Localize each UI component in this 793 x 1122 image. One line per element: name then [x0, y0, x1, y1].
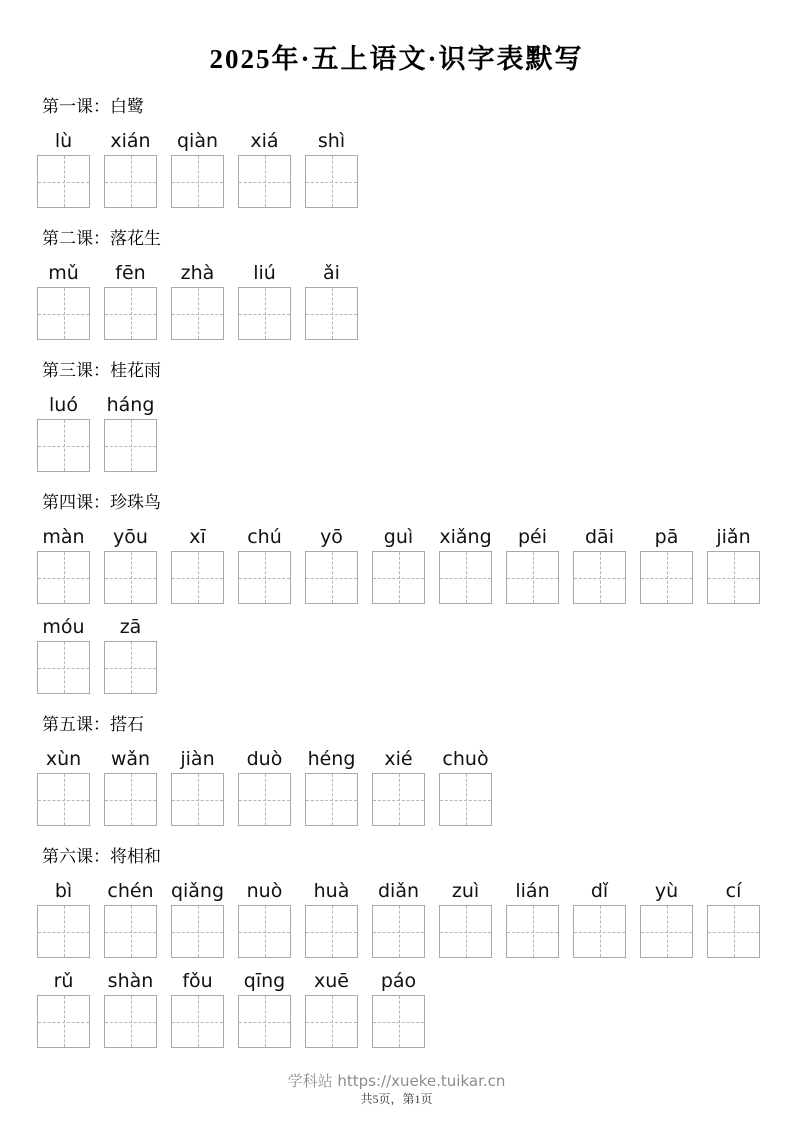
character-column: [573, 527, 626, 604]
box-horizontal-guide: [239, 182, 290, 183]
character-column: [439, 527, 492, 604]
character-column: [104, 881, 157, 958]
pinyin-label: wǎn: [110, 748, 151, 770]
character-column: [439, 749, 492, 826]
pinyin-label: mǔ: [48, 262, 79, 284]
character-column: [640, 881, 693, 958]
tianzige-writing-box: [707, 551, 760, 604]
character-column: [37, 395, 90, 472]
tianzige-writing-box: [104, 995, 157, 1048]
tianzige-writing-box: [104, 551, 157, 604]
tianzige-writing-box: [37, 773, 90, 826]
pinyin-label: diǎn: [377, 880, 420, 902]
character-column: [37, 971, 90, 1048]
tianzige-writing-box: [238, 995, 291, 1048]
pinyin-grid-row: [37, 971, 763, 1048]
box-horizontal-guide: [172, 578, 223, 579]
lesson-heading: 第四课：珍珠鸟: [42, 493, 161, 512]
character-column: [640, 527, 693, 604]
character-column: [238, 263, 291, 340]
tianzige-writing-box: [37, 155, 90, 208]
pinyin-label: pā: [654, 526, 679, 548]
lesson-section-3: [37, 361, 763, 472]
box-horizontal-guide: [172, 182, 223, 183]
box-horizontal-guide: [172, 800, 223, 801]
character-column: [104, 527, 157, 604]
tianzige-writing-box: [305, 551, 358, 604]
pinyin-label: shì: [317, 130, 346, 152]
character-column: [104, 395, 157, 472]
tianzige-writing-box: [573, 551, 626, 604]
box-horizontal-guide: [239, 1022, 290, 1023]
box-horizontal-guide: [105, 182, 156, 183]
box-horizontal-guide: [172, 314, 223, 315]
pinyin-label: chú: [247, 526, 282, 548]
tianzige-writing-box: [37, 905, 90, 958]
tianzige-writing-box: [238, 551, 291, 604]
box-horizontal-guide: [574, 932, 625, 933]
tianzige-writing-box: [104, 155, 157, 208]
lesson-section-2: [37, 229, 763, 340]
box-horizontal-guide: [105, 1022, 156, 1023]
tianzige-writing-box: [372, 905, 425, 958]
pinyin-label: xī: [189, 526, 206, 548]
box-horizontal-guide: [105, 932, 156, 933]
character-column: [171, 749, 224, 826]
character-column: [238, 881, 291, 958]
box-horizontal-guide: [306, 1022, 357, 1023]
pinyin-grid-row: [37, 395, 763, 472]
character-column: [305, 263, 358, 340]
character-column: [707, 881, 760, 958]
tianzige-writing-box: [439, 551, 492, 604]
tianzige-writing-box: [506, 905, 559, 958]
box-horizontal-guide: [373, 932, 424, 933]
pinyin-label: péi: [517, 526, 548, 548]
pinyin-label: shàn: [107, 970, 154, 992]
pinyin-grid-row: [37, 617, 763, 694]
page-title: 2025年·五上语文·识字表默写: [209, 44, 584, 74]
tianzige-writing-box: [573, 905, 626, 958]
character-column: [171, 527, 224, 604]
box-horizontal-guide: [641, 932, 692, 933]
character-column: [707, 527, 760, 604]
pinyin-label: chuò: [442, 748, 489, 770]
tianzige-writing-box: [37, 641, 90, 694]
pinyin-label: rǔ: [53, 970, 74, 992]
tianzige-writing-box: [171, 551, 224, 604]
box-horizontal-guide: [373, 800, 424, 801]
pinyin-label: chén: [107, 880, 154, 902]
pinyin-label: màn: [42, 526, 85, 548]
character-column: [238, 971, 291, 1048]
pinyin-label: yō: [320, 526, 343, 548]
box-horizontal-guide: [507, 932, 558, 933]
character-column: [37, 263, 90, 340]
character-column: [37, 131, 90, 208]
tianzige-writing-box: [37, 287, 90, 340]
lesson-heading: 第六课：将相和: [42, 847, 161, 866]
box-horizontal-guide: [38, 932, 89, 933]
site-credit: [0, 1072, 793, 1090]
tianzige-writing-box: [171, 773, 224, 826]
pinyin-label: xiá: [250, 130, 279, 152]
tianzige-writing-box: [171, 905, 224, 958]
tianzige-writing-box: [171, 995, 224, 1048]
box-horizontal-guide: [641, 578, 692, 579]
tianzige-writing-box: [104, 905, 157, 958]
pinyin-label: móu: [42, 616, 85, 638]
character-column: [372, 749, 425, 826]
pinyin-label: qiàn: [176, 130, 219, 152]
box-horizontal-guide: [708, 932, 759, 933]
character-column: [104, 971, 157, 1048]
pinyin-label: qiǎng: [170, 880, 225, 902]
pinyin-label: zhà: [180, 262, 215, 284]
box-horizontal-guide: [507, 578, 558, 579]
lesson-section-5: [37, 715, 763, 826]
character-column: [104, 617, 157, 694]
pinyin-label: fēn: [115, 262, 146, 284]
pinyin-label: dāi: [585, 526, 614, 548]
sections-container: [37, 97, 763, 1048]
lesson-heading: 第五课：搭石: [42, 715, 144, 734]
tianzige-writing-box: [305, 995, 358, 1048]
box-horizontal-guide: [306, 314, 357, 315]
pinyin-label: háng: [106, 394, 155, 416]
character-column: [37, 881, 90, 958]
pinyin-label: guì: [383, 526, 414, 548]
tianzige-writing-box: [640, 905, 693, 958]
box-horizontal-guide: [708, 578, 759, 579]
tianzige-writing-box: [104, 773, 157, 826]
tianzige-writing-box: [439, 905, 492, 958]
character-column: [238, 527, 291, 604]
box-horizontal-guide: [105, 800, 156, 801]
pinyin-grid-row: [37, 881, 763, 958]
box-horizontal-guide: [172, 932, 223, 933]
character-column: [171, 263, 224, 340]
lesson-heading: 第三课：桂花雨: [42, 361, 161, 380]
pinyin-grid-row: [37, 131, 763, 208]
character-column: [305, 527, 358, 604]
box-horizontal-guide: [105, 446, 156, 447]
page-number-info: 共5页，第1页: [360, 1092, 433, 1106]
pinyin-label: luó: [49, 394, 78, 416]
pinyin-label: jiàn: [180, 748, 215, 770]
box-horizontal-guide: [105, 578, 156, 579]
tianzige-writing-box: [305, 773, 358, 826]
tianzige-writing-box: [37, 419, 90, 472]
box-horizontal-guide: [38, 182, 89, 183]
character-column: [372, 881, 425, 958]
pinyin-label: lián: [515, 880, 550, 902]
pinyin-label: xián: [110, 130, 151, 152]
site-name: 学科站: [287, 1072, 333, 1090]
box-horizontal-guide: [38, 578, 89, 579]
lesson-heading: 第一课：白鹭: [42, 97, 144, 116]
character-column: [238, 131, 291, 208]
pinyin-label: lù: [54, 130, 73, 152]
tianzige-writing-box: [305, 287, 358, 340]
pinyin-label: xùn: [45, 748, 82, 770]
character-column: [305, 749, 358, 826]
lesson-section-1: [37, 97, 763, 208]
tianzige-writing-box: [506, 551, 559, 604]
box-horizontal-guide: [105, 668, 156, 669]
tianzige-writing-box: [372, 995, 425, 1048]
box-horizontal-guide: [306, 800, 357, 801]
pinyin-label: nuò: [246, 880, 283, 902]
tianzige-writing-box: [372, 773, 425, 826]
box-horizontal-guide: [306, 932, 357, 933]
character-column: [372, 527, 425, 604]
pinyin-label: xié: [384, 748, 413, 770]
tianzige-writing-box: [37, 995, 90, 1048]
tianzige-writing-box: [707, 905, 760, 958]
character-column: [104, 749, 157, 826]
lesson-section-4: [37, 493, 763, 694]
character-column: [171, 131, 224, 208]
character-column: [104, 131, 157, 208]
pinyin-label: páo: [380, 970, 417, 992]
box-horizontal-guide: [239, 578, 290, 579]
box-horizontal-guide: [172, 1022, 223, 1023]
pinyin-label: liú: [253, 262, 276, 284]
tianzige-writing-box: [238, 905, 291, 958]
box-horizontal-guide: [239, 932, 290, 933]
pinyin-label: zuì: [451, 880, 480, 902]
pinyin-label: dǐ: [590, 880, 609, 902]
tianzige-writing-box: [238, 287, 291, 340]
tianzige-writing-box: [104, 419, 157, 472]
tianzige-writing-box: [439, 773, 492, 826]
pinyin-label: yù: [654, 880, 679, 902]
pinyin-label: zā: [119, 616, 142, 638]
tianzige-writing-box: [238, 773, 291, 826]
character-column: [439, 881, 492, 958]
character-column: [37, 617, 90, 694]
character-column: [171, 881, 224, 958]
lesson-section-6: [37, 847, 763, 1048]
pinyin-label: huà: [313, 880, 350, 902]
box-horizontal-guide: [574, 578, 625, 579]
box-horizontal-guide: [306, 578, 357, 579]
pinyin-label: duò: [246, 748, 283, 770]
pinyin-label: fǒu: [182, 970, 213, 992]
lesson-heading: 第二课：落花生: [42, 229, 161, 248]
pinyin-label: bì: [54, 880, 73, 902]
box-horizontal-guide: [239, 314, 290, 315]
box-horizontal-guide: [239, 800, 290, 801]
pinyin-label: cí: [725, 880, 742, 902]
page-footer: [0, 1072, 793, 1107]
character-column: [506, 881, 559, 958]
character-column: [37, 749, 90, 826]
pinyin-label: yōu: [113, 526, 148, 548]
box-horizontal-guide: [373, 1022, 424, 1023]
box-horizontal-guide: [440, 800, 491, 801]
pinyin-label: jiǎn: [716, 526, 751, 548]
box-horizontal-guide: [306, 182, 357, 183]
tianzige-writing-box: [171, 287, 224, 340]
tianzige-writing-box: [104, 641, 157, 694]
tianzige-writing-box: [305, 905, 358, 958]
character-column: [104, 263, 157, 340]
character-column: [305, 881, 358, 958]
box-horizontal-guide: [373, 578, 424, 579]
tianzige-writing-box: [372, 551, 425, 604]
box-horizontal-guide: [38, 446, 89, 447]
pinyin-label: qīng: [243, 970, 286, 992]
character-column: [305, 131, 358, 208]
box-horizontal-guide: [38, 314, 89, 315]
pinyin-grid-row: [37, 749, 763, 826]
character-column: [506, 527, 559, 604]
tianzige-writing-box: [640, 551, 693, 604]
character-column: [171, 971, 224, 1048]
tianzige-writing-box: [305, 155, 358, 208]
character-column: [238, 749, 291, 826]
pinyin-label: héng: [307, 748, 356, 770]
pinyin-label: ǎi: [323, 262, 340, 284]
site-url-link[interactable]: https://xueke.tuikar.cn: [337, 1072, 506, 1090]
character-column: [573, 881, 626, 958]
box-horizontal-guide: [440, 578, 491, 579]
tianzige-writing-box: [238, 155, 291, 208]
pinyin-grid-row: [37, 263, 763, 340]
tianzige-writing-box: [104, 287, 157, 340]
character-column: [37, 527, 90, 604]
box-horizontal-guide: [440, 932, 491, 933]
character-column: [305, 971, 358, 1048]
box-horizontal-guide: [38, 1022, 89, 1023]
pinyin-grid-row: [37, 527, 763, 604]
character-column: [372, 971, 425, 1048]
tianzige-writing-box: [171, 155, 224, 208]
pinyin-label: xiǎng: [439, 526, 492, 548]
tianzige-writing-box: [37, 551, 90, 604]
box-horizontal-guide: [38, 668, 89, 669]
pinyin-label: xuē: [314, 970, 349, 992]
box-horizontal-guide: [38, 800, 89, 801]
box-horizontal-guide: [105, 314, 156, 315]
